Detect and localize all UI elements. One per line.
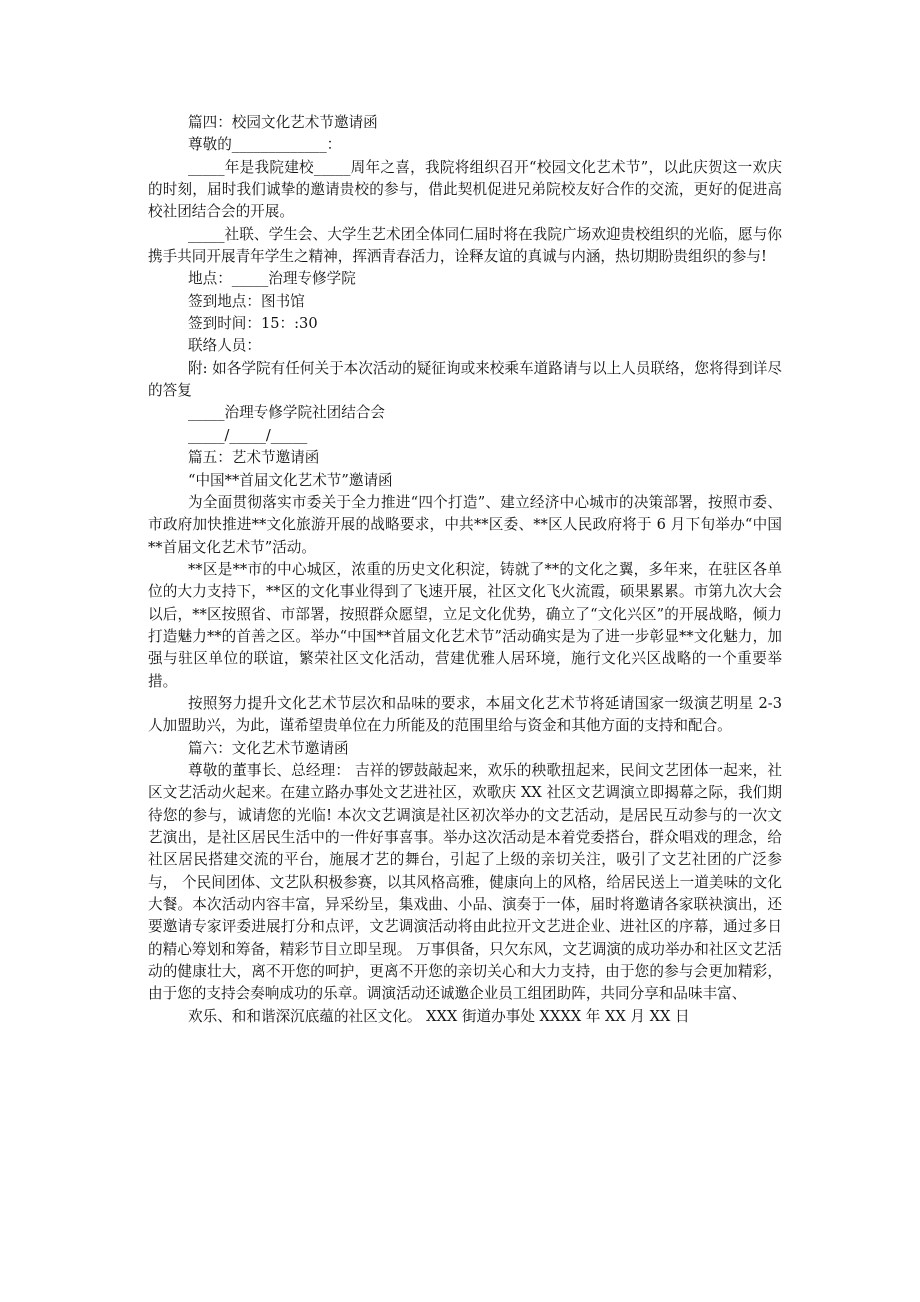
body-paragraph: _____社联、学生会、大学生艺术团全体同仁届时将在我院广场欢迎贵校组织的光临，愿与你携手共同开展青年学生之精神，挥洒青春活力，诠释友谊的真诚与内涵，热切期盼贵组织的参与! (148, 225, 782, 266)
location-line: 地点：_____治理专修学院 (188, 270, 356, 288)
body-paragraph: 尊敬的董事长、总经理： 吉祥的锣鼓敲起来，欢乐的秧歌扭起来，民间文艺团体一起来，社区文艺活动火起来。在建立路办事处文艺进社区，欢歌庆 XX 社区文艺调演立即揭幕之际，我们期待您的参与，诚请您的光临! 本次文艺调演是社区初次举办的文艺活动，是居民互动参与的一次文艺演出，是社区居民生活中的一件好事喜事。举办这次活动是本着党委搭台，群众唱戏的理念，给社区居民搭建交流的平台，施展才艺的舞台，引起了上级的亲切关注，吸引了文艺社团的广泛参与， 个民间团体、文艺队积极参赛，以其风格高雅，健康向上的风格，给居民送上一道美味的文化大餐。本次活动内容丰富，异采纷呈，集戏曲、小品、演奏于一体，届时将邀请各家联袂演出，还要邀请专家评委进展打分和点评，文艺调演活动将由此拉开文艺进企业、进社区的序幕，通过多日的精心筹划和筹备，精彩节目立即呈现。 万事俱备，只欠东风，文艺调演的成功举办和社区文艺活动的健康壮大，离不开您的呵护，更离不开您的亲切关心和大力支持，由于您的参与会更加精彩，由于您的支持会奏响成功的乐章。调演活动还诚邀企业员工组团助阵，共同分享和品味丰富、 (148, 761, 782, 1003)
body-paragraph: _____年是我院建校_____周年之喜，我院将组织召开“校园文化艺术节”，以此庆贺这一欢庆的时刻，届时我们诚挚的邀请贵校的参与，借此契机促进兄弟院校友好合作的交流，更好的促进高校社团结合会的开展。 (148, 158, 782, 221)
date-line: _____/_____/_____ (188, 426, 308, 444)
document-body (148, 112, 782, 1028)
body-paragraph: 为全面贯彻落实市委关于全力推进“四个打造”、建立经济中心城市的决策部署，按照市委、市政府加快推进**文化旅游开展的战略要求，中共**区委、**区人民政府将于 6 月下旬举办“中国**首届文化艺术节”活动。 (148, 493, 782, 556)
section-heading: 篇六：文化艺术节邀请函 (188, 739, 349, 757)
section-heading: 篇五：艺术节邀请函 (188, 449, 320, 467)
salutation: 尊敬的_____________： (188, 136, 342, 154)
note-paragraph: 附: 如各学院有任何关于本次活动的疑征询或来校乘车道路请与以上人员联络，您将得到详尽的答复 (148, 359, 782, 400)
body-paragraph: **区是**市的中心城区，浓重的历史文化积淀，铸就了**的文化之翼，多年来，在驻区各单位的大力支持下，**区的文化事业得到了飞速开展，社区文化飞火流霞，硕果累累。市第九次大会以后，**区按照省、市部署，按照群众愿望，立足文化优势，确立了“文化兴区”的开展战略，倾力打造魅力**的首善之区。举办“中国**首届文化艺术节”活动确实是为了进一步彰显**文化魅力，加强与驻区单位的联谊，繁荣社区文化活动，营建优雅人居环境，施行文化兴区战略的一个重要举措。 (148, 560, 782, 690)
letter-title: “中国**首届文化艺术节”邀请函 (188, 471, 393, 489)
signature-line: _____治理专修学院社团结合会 (188, 404, 386, 422)
section-heading: 篇四：校园文化艺术节邀请函 (188, 114, 378, 131)
signin-location-line: 签到地点：图书馆 (188, 292, 305, 310)
body-paragraph: 按照努力提升文化艺术节层次和品味的要求，本届文化艺术节将延请国家一级演艺明星 2-3 人加盟助兴，为此，谨希望贵单位在力所能及的范围里给与资金和其他方面的支持和配合。 (148, 694, 782, 735)
signin-time-line: 签到时间：15：:30 (188, 315, 318, 333)
contact-line: 联络人员： (188, 337, 261, 355)
closing-line: 欢乐、和和谐深沉底蕴的社区文化。 XXX 街道办事处 XXXX 年 XX 月 XX 日 (188, 1007, 690, 1025)
